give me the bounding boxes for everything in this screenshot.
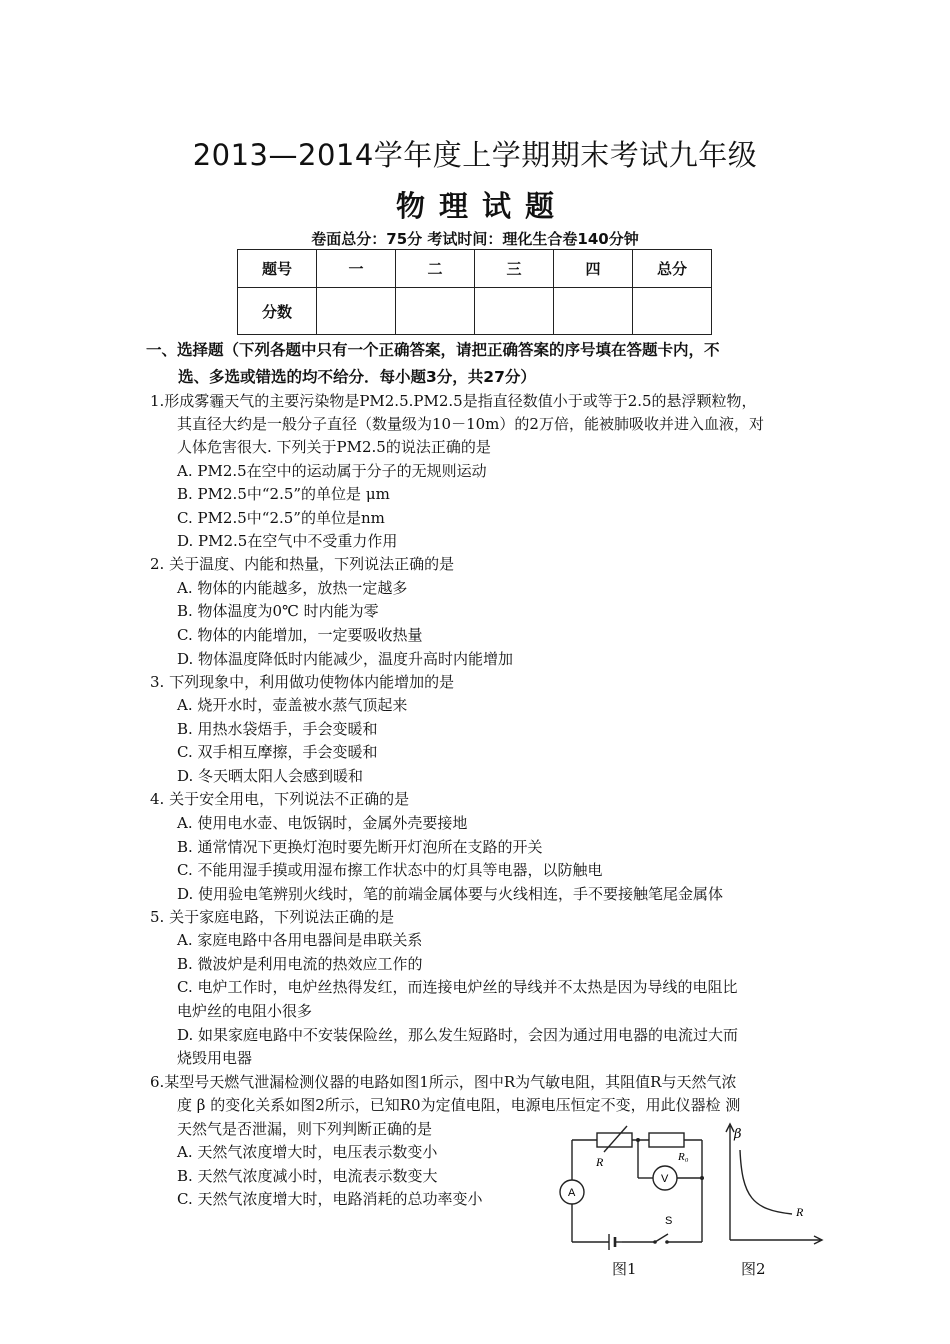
q6-stem-line2: 度 β 的变化关系如图2所示，已知R0为定值电阻，电源电压恒定不变，用此仪器检 测 bbox=[177, 1096, 741, 1114]
q6-option-b: B. 天然气浓度减小时，电流表示数变大 bbox=[177, 1167, 438, 1185]
score-cell-total: 总分 bbox=[633, 250, 712, 288]
q6-option-a: A. 天然气浓度增大时，电压表示数变小 bbox=[177, 1143, 438, 1161]
q5-option-c-line2: 电炉丝的电阻小很多 bbox=[177, 1002, 313, 1020]
score-cell-part2: 二 bbox=[396, 250, 475, 288]
exam-title: 2013—2014学年度上学期期末考试九年级 bbox=[192, 138, 758, 172]
label-s: S bbox=[665, 1215, 673, 1227]
q2-option-d: D. 物体温度降低时内能减少，温度升高时内能增加 bbox=[177, 650, 514, 668]
q6-option-c: C. 天然气浓度增大时，电路消耗的总功率变小 bbox=[177, 1190, 483, 1208]
q3-option-a: A. 烧开水时，壶盖被水蒸气顶起来 bbox=[177, 696, 408, 714]
score-row-label: 分数 bbox=[238, 288, 317, 335]
resistor-r0-symbol bbox=[649, 1133, 684, 1147]
score-cell-part3: 三 bbox=[475, 250, 554, 288]
q4-option-b: B. 通常情况下更换灯泡时要先断开灯泡所在支路的开关 bbox=[177, 838, 543, 856]
q2-option-b: B. 物体温度为0℃ 时内能为零 bbox=[177, 602, 379, 620]
score-table-score-row bbox=[238, 288, 712, 335]
q4-stem: 4. 关于安全用电，下列说法不正确的是 bbox=[150, 790, 410, 808]
beta-r-curve bbox=[740, 1150, 792, 1214]
axis-label-r: R bbox=[796, 1205, 804, 1219]
subject-title: 物理试题 bbox=[395, 189, 568, 223]
q1-stem-line1: 1.形成雾霾天气的主要污染物是PM2.5.PM2.5是指直径数值小于或等于2.5的悬浮颗粒物， bbox=[150, 392, 757, 410]
q5-option-c-line1: C. 电炉工作时，电炉丝热得发红，而连接电炉丝的导线并不太热是因为导线的电阻比 bbox=[177, 978, 738, 996]
q3-option-c: C. 双手相互摩擦，手会变暖和 bbox=[177, 743, 378, 761]
score-table-header-row bbox=[238, 250, 712, 288]
figure1-circuit-diagram bbox=[552, 1120, 717, 1260]
q1-stem-line3: 人体危害很大. 下列关于PM2.5的说法正确的是 bbox=[177, 438, 491, 456]
q2-option-a: A. 物体的内能越多，放热一定越多 bbox=[177, 579, 408, 597]
score-cell-part4: 四 bbox=[554, 250, 633, 288]
q3-stem: 3. 下列现象中，利用做功使物体内能增加的是 bbox=[150, 673, 455, 691]
score-input-part3[interactable] bbox=[475, 288, 554, 335]
q6-stem-line3: 天然气是否泄漏，则下列判断正确的是 bbox=[177, 1120, 433, 1138]
q4-option-d: D. 使用验电笔辨别火线时，笔的前端金属体要与火线相连，手不要接触笔尾金属体 bbox=[177, 885, 724, 903]
q5-option-d-line1: D. 如果家庭电路中不安装保险丝，那么发生短路时，会因为通过用电器的电流过大而 bbox=[177, 1026, 739, 1044]
q4-option-a: A. 使用电水壶、电饭锅时，金属外壳要接地 bbox=[177, 814, 468, 832]
score-cell-label: 题号 bbox=[238, 250, 317, 288]
q3-option-b: B. 用热水袋焐手，手会变暖和 bbox=[177, 720, 378, 738]
score-input-part2[interactable] bbox=[396, 288, 475, 335]
q2-stem: 2. 关于温度、内能和热量，下列说法正确的是 bbox=[150, 555, 455, 573]
figure2-curve-graph bbox=[718, 1118, 828, 1248]
label-v: V bbox=[661, 1173, 669, 1185]
section1-instruction-line1: 一、选择题（下列各题中只有一个正确答案，请把正确答案的序号填在答题卡内，不 bbox=[146, 341, 720, 359]
score-input-part1[interactable] bbox=[317, 288, 396, 335]
score-table bbox=[237, 249, 712, 335]
section1-instruction-line2: 选、多选或错选的均不给分．每小题3分，共27分） bbox=[178, 368, 536, 386]
q4-option-c: C. 不能用湿手摸或用湿布擦工作状态中的灯具等电器，以防触电 bbox=[177, 861, 603, 879]
score-cell-part1: 一 bbox=[317, 250, 396, 288]
q2-option-c: C. 物体的内能增加，一定要吸收热量 bbox=[177, 626, 423, 644]
q5-option-b: B. 微波炉是利用电流的热效应工作的 bbox=[177, 955, 423, 973]
q6-stem-line1: 6.某型号天燃气泄漏检测仪器的电路如图1所示，图中R为气敏电阻，其阻值R与天然气浓 bbox=[150, 1073, 737, 1091]
q1-option-c: C. PM2.5中“2.5”的单位是nm bbox=[177, 509, 385, 527]
label-r0: R₀ bbox=[678, 1151, 689, 1163]
q5-option-d-line2: 烧毁用电器 bbox=[177, 1049, 253, 1067]
axis-label-beta: β bbox=[734, 1127, 742, 1142]
score-input-total[interactable] bbox=[633, 288, 712, 335]
q5-stem: 5. 关于家庭电路，下列说法正确的是 bbox=[150, 908, 395, 926]
figure2-caption: 图2 bbox=[741, 1260, 766, 1278]
q3-option-d: D. 冬天晒太阳人会感到暖和 bbox=[177, 767, 364, 785]
q1-option-a: A. PM2.5在空中的运动属于分子的无规则运动 bbox=[177, 462, 487, 480]
score-input-part4[interactable] bbox=[554, 288, 633, 335]
q5-option-a: A. 家庭电路中各用电器间是串联关系 bbox=[177, 931, 423, 949]
q1-stem-line2: 其直径大约是一般分子直径（数量级为10－10m）的2万倍，能被肺吸收并进入血液，对 bbox=[177, 415, 764, 433]
label-a: A bbox=[568, 1187, 576, 1199]
exam-meta: 卷面总分：75分 考试时间：理化生合卷140分钟 bbox=[311, 230, 639, 248]
label-r: R bbox=[596, 1155, 604, 1169]
q1-option-b: B. PM2.5中“2.5”的单位是 μm bbox=[177, 485, 390, 503]
circuit-junctions bbox=[636, 1138, 704, 1244]
q1-option-d: D. PM2.5在空气中不受重力作用 bbox=[177, 532, 398, 550]
figure1-caption: 图1 bbox=[612, 1260, 637, 1278]
